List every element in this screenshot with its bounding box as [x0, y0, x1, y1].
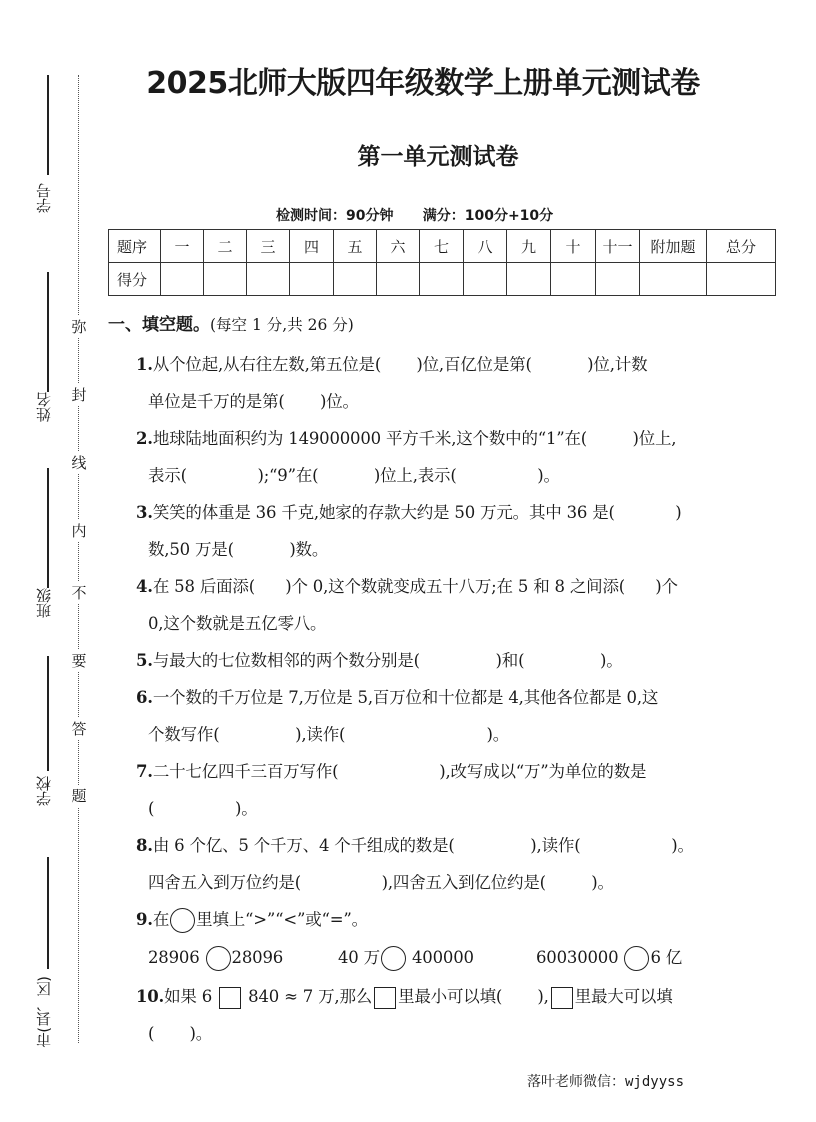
seal-dotted-line: [78, 75, 79, 1043]
question-7: [108, 753, 768, 827]
question-text[interactable]: ( )。: [148, 1024, 213, 1043]
page-title: 2025北师大版四年级数学上册单元测试卷: [146, 66, 700, 101]
comparison-circle-input[interactable]: [206, 946, 231, 971]
column-header: 八: [464, 230, 507, 263]
field-line-city: [47, 857, 49, 969]
square-blank-input[interactable]: [219, 987, 241, 1009]
seal-char: 题: [71, 787, 87, 805]
question-text[interactable]: 表示( );“9”在( )位上,表示( )。: [148, 466, 560, 485]
question-text: 在: [152, 910, 170, 929]
score-cell[interactable]: [377, 263, 420, 296]
score-cell[interactable]: [334, 263, 377, 296]
question-text[interactable]: 数,50 万是( )数。: [148, 540, 329, 559]
score-cell[interactable]: [204, 263, 247, 296]
question-text: 里填上“>”“<”或“=”。: [196, 910, 368, 929]
label-school: 学校: [35, 776, 53, 806]
score-cell[interactable]: [247, 263, 290, 296]
comparison-row: [136, 938, 768, 978]
column-header: 五: [334, 230, 377, 263]
comparison-circle-input[interactable]: [381, 946, 406, 971]
exam-info: 检测时间：90分钟 满分：100分+10分: [276, 208, 554, 224]
seal-char: 要: [71, 652, 87, 670]
column-header: 总分: [707, 230, 776, 263]
label-student-id: 学号: [35, 183, 53, 213]
watermark-text: 落叶老师微信：wjdyyss: [527, 1074, 685, 1090]
field-line-school: [47, 656, 49, 771]
question-number: 3.: [136, 503, 153, 522]
column-header: 一: [161, 230, 204, 263]
question-text[interactable]: 由 6 个亿、5 个千万、4 个千组成的数是( ),读作( )。: [152, 836, 694, 855]
seal-char: 封: [71, 386, 87, 404]
question-3: [108, 494, 768, 568]
question-text[interactable]: ( )。: [148, 799, 258, 818]
comparison-circle-input[interactable]: [624, 946, 649, 971]
question-text: 里最大可以填: [574, 987, 673, 1006]
score-cell[interactable]: [161, 263, 204, 296]
question-text[interactable]: 二十七亿四千三百万写作( ),改写成以“万”为单位的数是: [152, 762, 647, 781]
question-8: [108, 827, 768, 901]
seal-char: 弥: [71, 318, 87, 336]
label-class: 班级: [35, 588, 53, 618]
section-heading: [108, 312, 768, 338]
question-number: 4.: [136, 577, 153, 596]
question-text[interactable]: 0,这个数就是五亿零八。: [148, 614, 327, 633]
question-text[interactable]: 与最大的七位数相邻的两个数分别是( )和( )。: [152, 651, 623, 670]
question-text: 840 ≈ 7 万,那么: [248, 987, 373, 1006]
question-text[interactable]: 一个数的千万位是 7,万位是 5,百万位和十位都是 4,其他各位都是 0,这: [152, 688, 659, 707]
question-number: 9.: [136, 910, 153, 929]
question-9: [108, 901, 768, 978]
seal-char: 线: [71, 454, 87, 472]
column-header: 七: [420, 230, 464, 263]
question-text[interactable]: 单位是千万的是第( )位。: [148, 392, 359, 411]
seal-char: 不: [71, 584, 87, 602]
score-cell[interactable]: [464, 263, 507, 296]
score-table-header-row: [109, 230, 776, 263]
score-cell[interactable]: [420, 263, 464, 296]
question-6: [108, 679, 768, 753]
score-cell[interactable]: [707, 263, 776, 296]
question-4: [108, 568, 768, 642]
question-5: [108, 642, 768, 679]
question-text[interactable]: 四舍五入到万位约是( ),四舍五入到亿位约是( )。: [148, 873, 614, 892]
question-10: [108, 978, 768, 1052]
question-number: 8.: [136, 836, 153, 855]
section-title: 一、填空题。: [108, 315, 210, 335]
question-number: 1.: [136, 355, 153, 374]
column-header: 十一: [596, 230, 640, 263]
seal-char: 答: [71, 720, 87, 738]
seal-char: 内: [71, 522, 87, 540]
field-line-name: [47, 272, 49, 392]
score-table-score-row: [109, 263, 776, 296]
question-1: [108, 346, 768, 420]
column-header: 三: [247, 230, 290, 263]
score-cell[interactable]: [551, 263, 596, 296]
question-text[interactable]: 个数写作( ),读作( )。: [148, 725, 510, 744]
score-cell[interactable]: [507, 263, 551, 296]
question-text[interactable]: 地球陆地面积约为 149000000 平方千米,这个数中的“1”在( )位上,: [152, 429, 677, 448]
question-number: 10.: [136, 987, 165, 1006]
question-number: 2.: [136, 429, 153, 448]
question-text: 如果 6: [164, 987, 213, 1006]
comparison-item: 28906 28096: [148, 938, 338, 978]
column-header: 六: [377, 230, 420, 263]
field-line-class: [47, 468, 49, 588]
question-number: 5.: [136, 651, 153, 670]
page-subtitle: 第一单元测试卷: [357, 144, 519, 170]
question-number: 6.: [136, 688, 153, 707]
section-fill-in-blank: [108, 312, 768, 1052]
square-blank-icon: [551, 987, 573, 1009]
circle-blank-icon: [170, 908, 195, 933]
label-city: 市(县、区): [35, 976, 53, 1048]
score-cell[interactable]: [596, 263, 640, 296]
label-name: 姓名: [35, 392, 53, 422]
score-cell[interactable]: [290, 263, 334, 296]
question-2: [108, 420, 768, 494]
score-cell[interactable]: [640, 263, 707, 296]
score-table: [108, 229, 776, 296]
column-header: 二: [204, 230, 247, 263]
question-text[interactable]: 在 58 后面添( )个 0,这个数就变成五十八万;在 5 和 8 之间添( )个: [152, 577, 678, 596]
column-header: 九: [507, 230, 551, 263]
column-header: 十: [551, 230, 596, 263]
question-text[interactable]: 笑笑的体重是 36 千克,她家的存款大约是 50 万元。其中 36 是( ): [152, 503, 682, 522]
column-header: 附加题: [640, 230, 707, 263]
section-scoring-note: (每空 1 分,共 26 分): [210, 316, 354, 334]
question-text[interactable]: 里最小可以填( ),: [398, 987, 549, 1006]
question-number: 7.: [136, 762, 153, 781]
column-header: 四: [290, 230, 334, 263]
row-label-score: 得分: [109, 263, 161, 296]
comparison-item: 40 万 400000: [338, 938, 536, 978]
row-label-question: 题序: [109, 230, 161, 263]
question-text[interactable]: 从个位起,从右往左数,第五位是( )位,百亿位是第( )位,计数: [152, 355, 648, 374]
comparison-item: 60030000 6 亿: [536, 938, 682, 978]
square-blank-icon: [374, 987, 396, 1009]
